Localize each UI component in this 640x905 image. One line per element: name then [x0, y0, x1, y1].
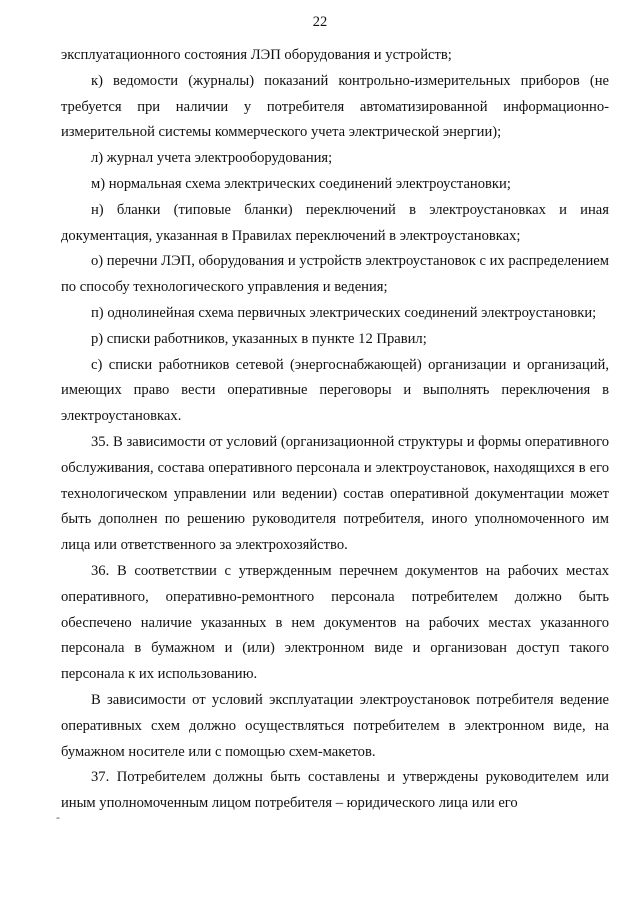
list-item-s: с) списки работников сетевой (энергоснабжающей) организации и организаций, имеющих право вести оперативные переговоры и выполнять переключения в электроустановках. — [61, 356, 609, 425]
list-item-k: к) ведомости (журналы) показаний контрольно-измерительных приборов (не требуется при наличии у потребителя автоматизированной информационно-измерительной системы коммерческого учета электрической энергии); — [61, 72, 609, 141]
list-item-l: л) журнал учета электрооборудования; — [91, 150, 333, 167]
clause-35: 35. В зависимости от условий (организационной структуры и формы оперативного обслуживания, состава оперативного персонала и электроустановок, находящихся в его технологическом управлении или ведении) состав оперативной документации может быть дополнен по решению руководителя потребителя, иного уполномоченного им лица или ответственного за электрохозяйство. — [61, 433, 609, 554]
clause-37: 37. Потребителем должны быть составлены и утверждены руководителем или иным уполномоченным лицом потребителя – юридического лица или его — [61, 769, 609, 812]
list-item-p: п) однолинейная схема первичных электрических соединений электроустановки; — [91, 304, 597, 321]
document-body — [61, 43, 609, 817]
clause-36: 36. В соответствии с утвержденным перечнем документов на рабочих местах оперативного, оперативно-ремонтного персонала потребителем должно быть обеспечено наличие указанных в нем документов на рабочих местах указанного персонала в бумажном и (или) электронном виде и организован доступ такого персонала к их использованию. — [61, 562, 609, 683]
paragraph-continuation: эксплуатационного состояния ЛЭП оборудования и устройств; — [61, 47, 452, 63]
list-item-n: н) бланки (типовые бланки) переключений в электроустановках и иная документация, указанная в Правилах переключений в электроустановках; — [61, 201, 609, 244]
list-item-o: о) перечни ЛЭП, оборудования и устройств электроустановок с их распределением по способу технологического управления и ведения; — [61, 253, 609, 296]
margin-mark: - — [56, 810, 60, 824]
clause-36-paragraph-2: В зависимости от условий эксплуатации электроустановок потребителя ведение оперативных схем должно осуществляться потребителем в электронном виде, на бумажном носителе или с помощью схем-макетов. — [61, 691, 609, 760]
page-number: 22 — [312, 14, 328, 30]
list-item-m: м) нормальная схема электрических соединений электроустановки; — [91, 175, 511, 192]
list-item-r: р) списки работников, указанных в пункте 12 Правил; — [91, 330, 427, 347]
